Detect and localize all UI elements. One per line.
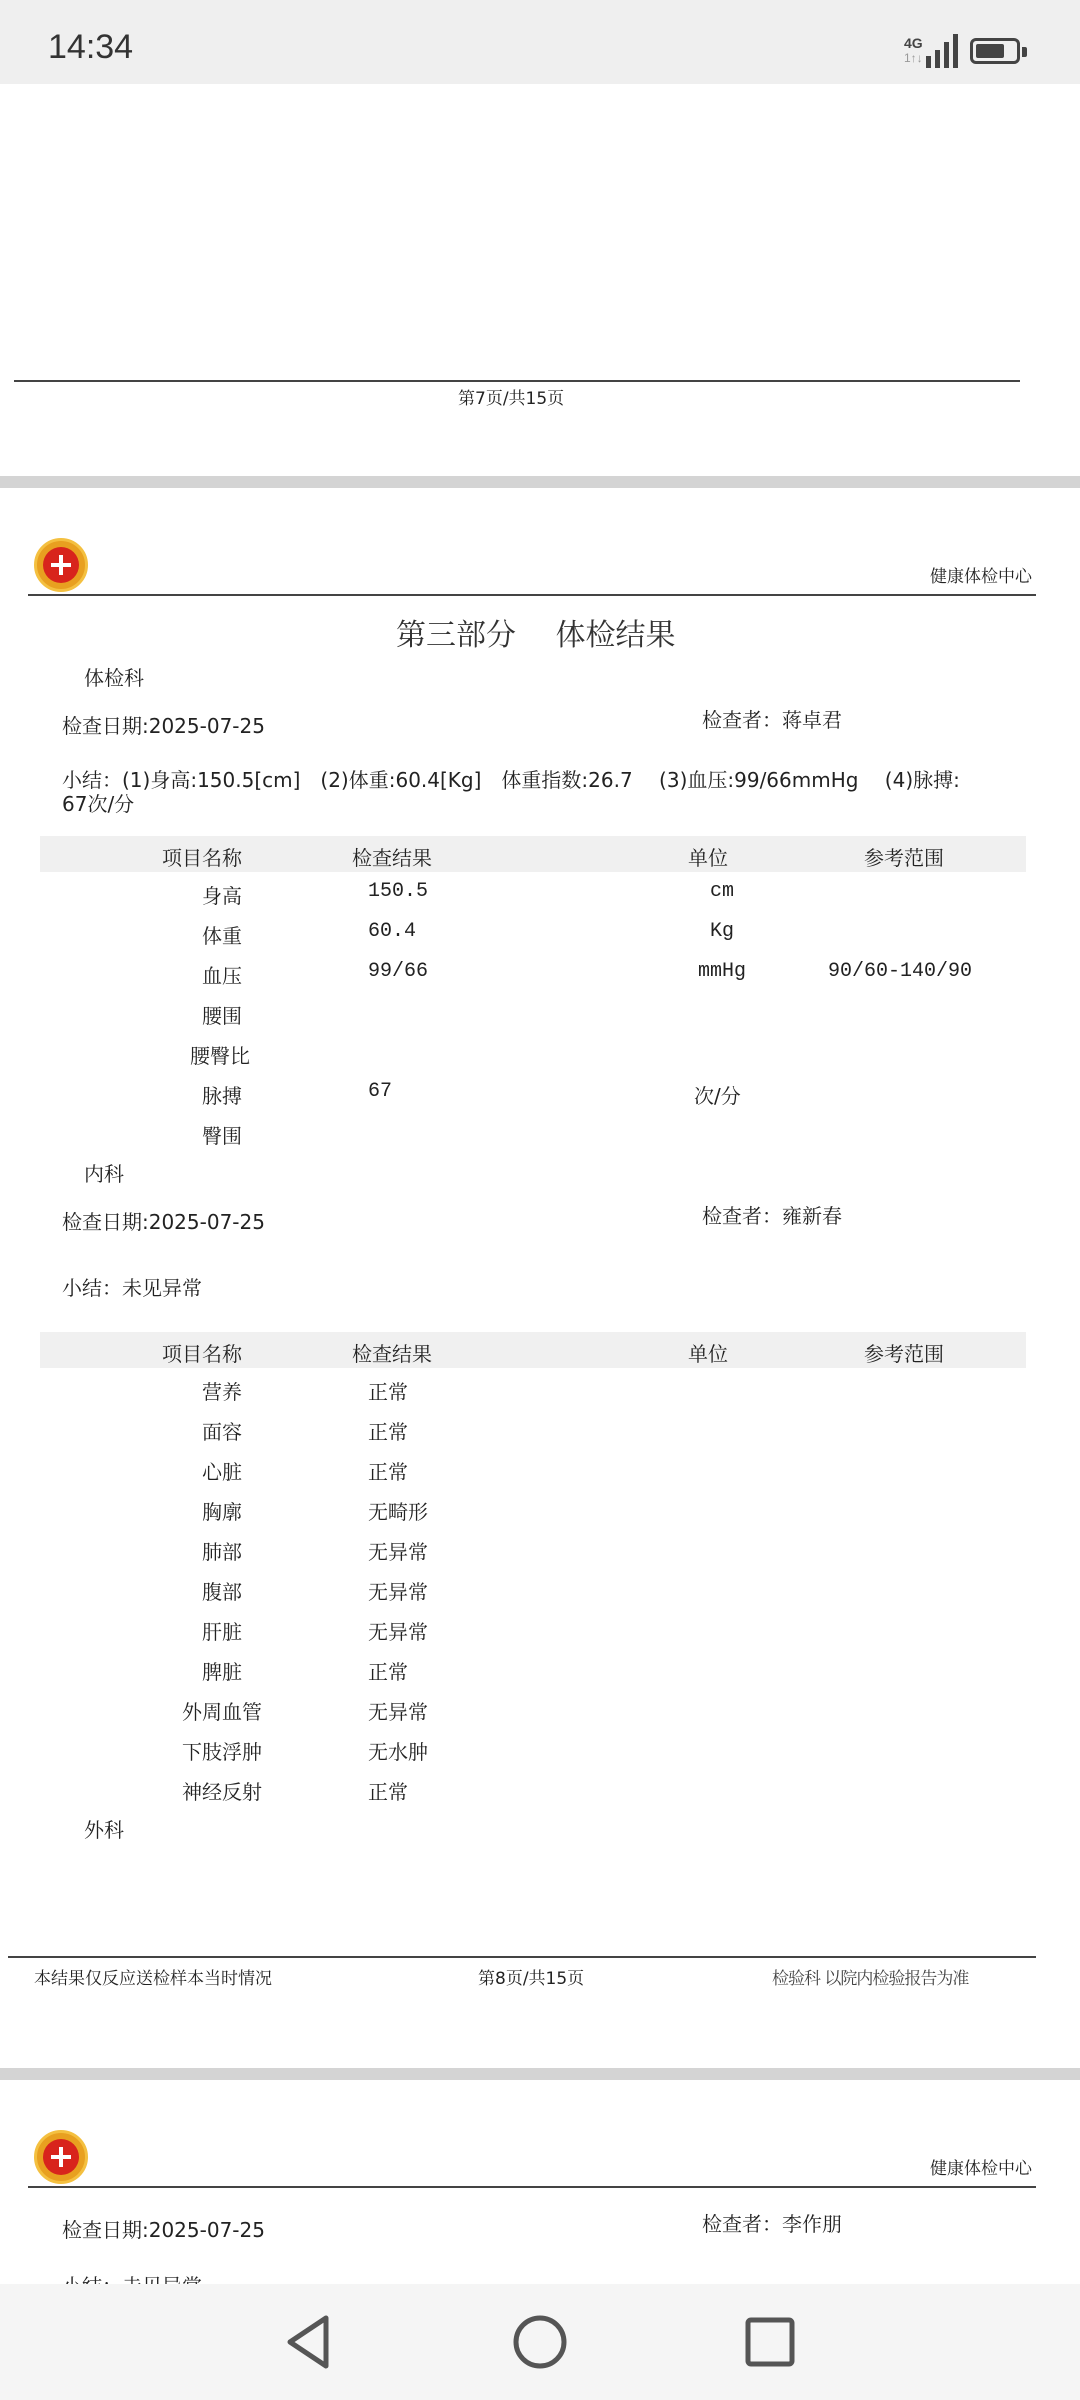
item-result: 150.5 [368,880,429,903]
recents-button[interactable] [740,2312,800,2372]
item-name: 腰围 [202,1004,242,1028]
header-rule [28,2186,1036,2188]
item-unit: cm [710,880,735,903]
summary-line: 小结：(1)身高:150.5[cm] (2)体重:60.4[Kg] 体重指数:26.7 (3)血压:99/66mmHg (4)脉搏: [62,768,960,792]
col-name: 项目名称 [162,1342,242,1366]
col-result: 检查结果 [352,846,432,870]
status-bar [0,0,1080,84]
item-result: 60.4 [368,920,417,943]
dept-label: 内科 [84,1162,124,1186]
col-result: 检查结果 [352,1342,432,1366]
item-result: 正常 [368,1380,408,1404]
navigation-bar [0,2284,1080,2400]
document-viewer[interactable] [0,84,1080,2284]
header-rule [28,594,1036,596]
item-result: 无异常 [368,1700,428,1724]
col-unit: 单位 [688,846,728,870]
item-result: 67 [368,1080,393,1103]
item-result: 无异常 [368,1580,428,1604]
item-name: 神经反射 [182,1780,262,1804]
header-org-name: 健康体检中心 [930,567,1032,587]
network-activity-label: 1↑↓ [904,51,923,65]
item-result: 无水肿 [368,1740,428,1764]
item-unit: Kg [710,920,735,943]
item-name: 脾脏 [202,1660,242,1684]
dept-label: 外科 [84,1818,124,1842]
item-name: 下肢浮肿 [182,1740,262,1764]
item-name: 腹部 [202,1580,242,1604]
item-ref: 90/60-140/90 [828,960,973,983]
page-separator [0,2068,1080,2080]
item-name: 肺部 [202,1540,242,1564]
col-name: 项目名称 [162,846,242,870]
item-name: 血压 [202,964,242,988]
item-name: 腰臀比 [190,1044,250,1068]
item-result: 正常 [368,1420,408,1444]
item-result: 无异常 [368,1620,428,1644]
page8-footer-rule [8,1956,1036,1958]
item-name: 胸廓 [202,1500,242,1524]
page7-footer-rule [14,380,1020,382]
exam-date: 检查日期:2025-07-25 [62,714,265,738]
item-name: 肝脏 [202,1620,242,1644]
battery-icon [970,38,1020,64]
page7-page-number: 第7页/共15页 [458,389,565,409]
examiner: 检查者：蒋卓君 [702,708,842,732]
item-unit: mmHg [698,960,747,983]
col-ref: 参考范围 [864,1342,944,1366]
item-name: 面容 [202,1420,242,1444]
table-header [40,1332,1026,1368]
section-title: 第三部分 体检结果 [396,618,676,653]
examiner: 检查者：李作朋 [702,2212,842,2236]
item-name: 营养 [202,1380,242,1404]
signal-icon [924,30,968,70]
item-result: 正常 [368,1460,408,1484]
item-name: 脉搏 [202,1084,242,1108]
dept-label: 体检科 [84,666,144,690]
summary-line: 小结：未见异常 [62,1276,202,1300]
table-header [40,836,1026,872]
item-unit: 次/分 [694,1084,741,1108]
item-name: 身高 [202,884,242,908]
hospital-logo [34,2130,88,2184]
item-result: 正常 [368,1660,408,1684]
summary-line-cont: 67次/分 [62,792,135,816]
status-icons [904,30,1034,74]
footer-note: 检验科 以院内检验报告为准 [772,1969,969,1989]
item-name: 臀围 [202,1124,242,1148]
col-ref: 参考范围 [864,846,944,870]
header-org-name: 健康体检中心 [930,2159,1032,2179]
hospital-logo [34,538,88,592]
exam-date: 检查日期:2025-07-25 [62,2218,265,2242]
item-result: 99/66 [368,960,429,983]
page-separator [0,476,1080,488]
network-type-label: 4G [904,35,923,51]
footer-disclaimer: 本结果仅反应送检样本当时情况 [34,1969,272,1989]
item-name: 体重 [202,924,242,948]
item-name: 心脏 [202,1460,242,1484]
page8-page-number: 第8页/共15页 [478,1969,585,1989]
back-button[interactable] [280,2312,340,2372]
item-result: 无畸形 [368,1500,428,1524]
item-result: 正常 [368,1780,408,1804]
item-result: 无异常 [368,1540,428,1564]
home-button[interactable] [510,2312,570,2372]
exam-date: 检查日期:2025-07-25 [62,1210,265,1234]
examiner: 检查者：雍新春 [702,1204,842,1228]
status-time: 14:34 [48,28,134,66]
col-unit: 单位 [688,1342,728,1366]
item-name: 外周血管 [182,1700,262,1724]
